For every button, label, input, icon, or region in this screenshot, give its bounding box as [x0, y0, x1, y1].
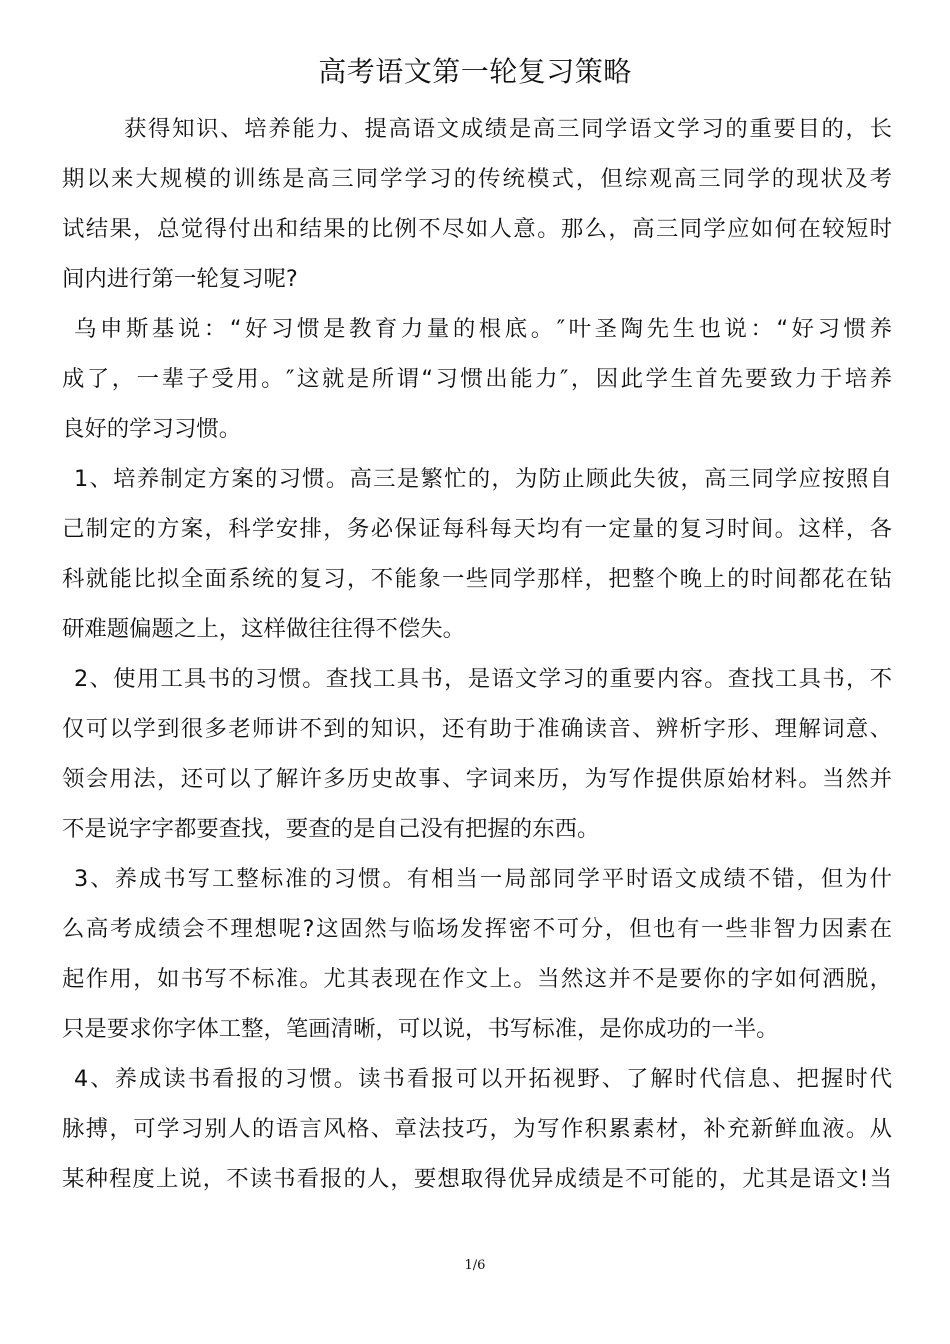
body-line: 科就能比拟全面系统的复习，不能象一些同学那样，把整个晚上的时间都花在钻: [62, 566, 892, 592]
document-title: 高考语文第一轮复习策略: [318, 55, 632, 88]
body-line: 期以来大规模的训练是高三同学学习的传统模式，但综观高三同学的现状及考: [62, 166, 892, 192]
body-line: 4、养成读书看报的习惯。读书看报可以开拓视野、了解时代信息、把握时代: [74, 1066, 892, 1092]
body-line: 良好的学习习惯。: [62, 416, 242, 442]
body-line: 试结果，总觉得付出和结果的比例不尽如人意。那么，高三同学应如何在较短时: [62, 216, 892, 242]
body-line: 成了，一辈子受用。″这就是所谓“习惯出能力″，因此学生首先要致力于培养: [62, 366, 892, 392]
body-line: 3、养成书写工整标准的习惯。有相当一局部同学平时语文成绩不错，但为什: [74, 866, 892, 892]
document-body: [62, 104, 892, 1204]
body-line: 只是要求你字体工整，笔画清晰，可以说，书写标准，是你成功的一半。: [62, 1016, 779, 1042]
body-line: 1、培养制定方案的习惯。高三是繁忙的，为防止顾此失彼，高三同学应按照自: [74, 466, 892, 492]
body-line: 不是说字字都要查找，要查的是自己没有把握的东西。: [62, 816, 600, 842]
body-line: 某种程度上说，不读书看报的人，要想取得优异成绩是不可能的，尤其是语文!当: [62, 1166, 892, 1192]
body-line: 起作用，如书写不标准。尤其表现在作文上。当然这并不是要你的字如何洒脱，: [62, 966, 892, 992]
body-line: 领会用法，还可以了解许多历史故事、字词来历，为写作提供原始材料。当然并: [62, 766, 892, 792]
body-line: 己制定的方案，科学安排，务必保证每科每天均有一定量的复习时间。这样，各: [62, 516, 892, 542]
body-line: 乌申斯基说：“好习惯是教育力量的根底。″叶圣陶先生也说：“好习惯养: [74, 316, 892, 342]
page-number: 1/6: [464, 1258, 486, 1273]
body-line: 仅可以学到很多老师讲不到的知识，还有助于准确读音、辨析字形、理解词意、: [62, 716, 892, 742]
body-line: 么高考成绩会不理想呢?这固然与临场发挥密不可分，但也有一些非智力因素在: [62, 916, 892, 942]
body-line: 2、使用工具书的习惯。查找工具书，是语文学习的重要内容。查找工具书，不: [74, 666, 892, 692]
body-line: 间内进行第一轮复习呢?: [62, 266, 298, 292]
body-line: 脉搏，可学习别人的语言风格、章法技巧，为写作积累素材，补充新鲜血液。从: [62, 1116, 892, 1142]
body-line: 研难题偏题之上，这样做往往得不偿失。: [62, 616, 466, 642]
body-line: 获得知识、培养能力、提高语文成绩是高三同学语文学习的重要目的，长: [124, 116, 892, 142]
